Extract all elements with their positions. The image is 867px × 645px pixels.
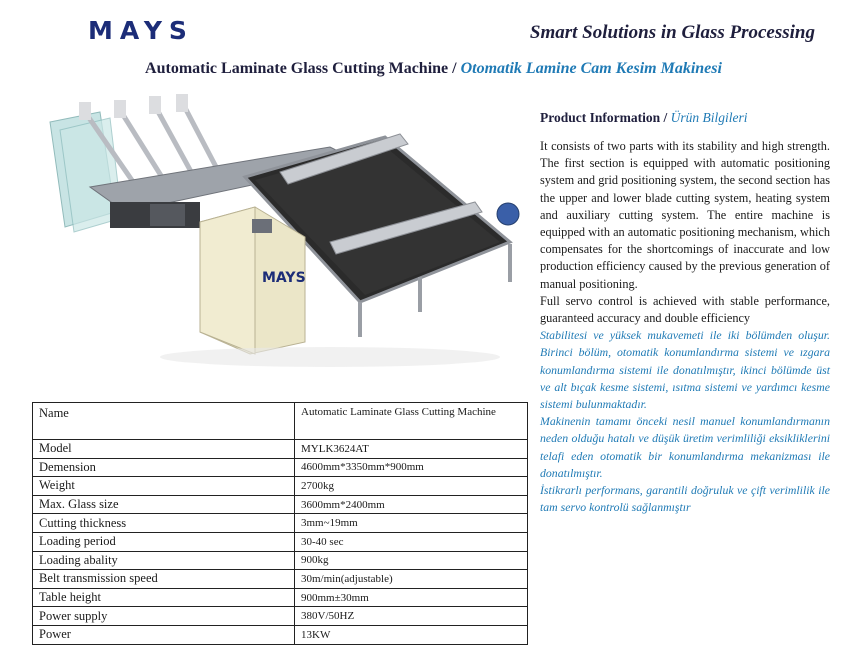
info-heading-separator: /	[660, 110, 671, 125]
title-en: Automatic Laminate Glass Cutting Machine	[145, 60, 449, 77]
spec-key: Power	[33, 625, 295, 644]
spec-value: 30m/min(adjustable)	[295, 570, 528, 589]
info-heading	[540, 110, 830, 126]
logo-text: MAYS	[88, 16, 194, 45]
description-tr-2: Makinenin tamamı önceki nesil manuel konumlandırmanın neden olduğu hatalı ve düşük üretim verimliliği eksikliklerini telafi eden otomatik bir konumlandırma mekanizması ile donatılmıştır.	[540, 414, 830, 480]
spec-value: 3600mm*2400mm	[295, 495, 528, 514]
spec-key: Name	[33, 403, 295, 440]
tagline: Smart Solutions in Glass Processing	[529, 22, 815, 43]
page-title	[0, 60, 867, 78]
spec-value: Automatic Laminate Glass Cutting Machine	[295, 403, 528, 440]
spec-key: Weight	[33, 477, 295, 496]
table-row	[33, 458, 528, 477]
description-en-2: Full servo control is achieved with stable performance, guaranteed accuracy and double efficiency	[540, 293, 830, 326]
table-row	[33, 588, 528, 607]
table-row	[33, 570, 528, 589]
spec-value: MYLK3624AT	[295, 440, 528, 459]
spec-value: 3mm~19mm	[295, 514, 528, 533]
info-heading-tr: Ürün Bilgileri	[670, 110, 748, 125]
spec-key: Table height	[33, 588, 295, 607]
description-tr-3: İstikrarlı performans, garantili doğruluk ve çift verimlilik ile tam servo kontrolü sağlanmıştır	[540, 483, 830, 515]
spec-value: 900mm±30mm	[295, 588, 528, 607]
spec-key: Model	[33, 440, 295, 459]
spec-value: 380V/50HZ	[295, 607, 528, 626]
spec-key: Loading abality	[33, 551, 295, 570]
machine-logo: MAYS	[262, 270, 306, 286]
spec-value: 900kg	[295, 551, 528, 570]
machine-photo	[30, 92, 530, 392]
spec-value: 30-40 sec	[295, 532, 528, 551]
table-row	[33, 514, 528, 533]
table-row	[33, 440, 528, 459]
spec-key: Power supply	[33, 607, 295, 626]
specifications-table	[32, 402, 528, 645]
table-row	[33, 551, 528, 570]
spec-key: Belt transmission speed	[33, 570, 295, 589]
spec-key: Demension	[33, 458, 295, 477]
title-tr: Otomatik Lamine Cam Kesim Makinesi	[460, 60, 722, 77]
table-row	[33, 607, 528, 626]
spec-key: Loading period	[33, 532, 295, 551]
mays-logo	[88, 18, 228, 44]
description-en-1: It consists of two parts with its stability and high strength. The first section is equipped with automatic positioning system and grid positioning system, the second section has the upper and lower blade cutting system, heating system and auxiliary cutting system. The entire machine is equipped with an automatic positioning mechanism, which compensates for the shortcomings of inaccurate and low production efficiency caused by the previous generation of manual positioning.	[540, 139, 830, 291]
spec-value: 4600mm*3350mm*900mm	[295, 458, 528, 477]
table-row	[33, 403, 528, 440]
spec-value: 13KW	[295, 625, 528, 644]
table-row	[33, 532, 528, 551]
spec-key: Max. Glass size	[33, 495, 295, 514]
title-separator: /	[448, 60, 461, 77]
spec-key: Cutting thickness	[33, 514, 295, 533]
info-heading-en: Product Information	[540, 110, 661, 125]
table-row	[33, 495, 528, 514]
product-information	[540, 110, 830, 516]
spec-value: 2700kg	[295, 477, 528, 496]
table-row	[33, 477, 528, 496]
table-row	[33, 625, 528, 644]
description-tr-1: Stabilitesi ve yüksek mukavemeti ile iki bölümden oluşur. Birinci bölüm, otomatik konumlandırma sistemi ve ızgara konumlandırma sistemi ile donatılmıştır, ikinci bölümde üst ve alt bıçak kesme sistemi, ısıtma sistemi ve yardımcı kesme sistemi bulunmaktadır.	[540, 328, 830, 412]
